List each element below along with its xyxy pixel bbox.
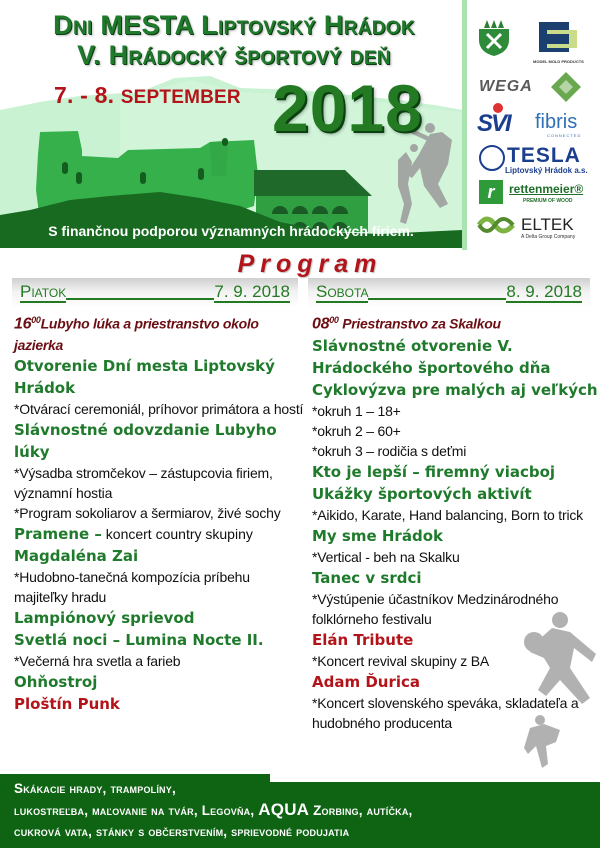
saturday-item-text: Elán Tribute [312,630,414,649]
friday-item-text: Otvorenie Dní mesta Liptovský Hrádok [14,356,275,397]
saturday-item-text: *okruh 3 – rodičia s deťmi [312,442,467,459]
friday-description [14,399,304,419]
friday-description [14,503,304,523]
saturday-location: Priestranstvo za Skalkou [338,315,501,332]
friday-item-text: *Výsadba stromčekov – zástupcovia firiem, významní hostia [14,464,273,501]
saturday-item-text: *Výstúpenie účastníkov Medzinárodného folklórneho festivalu [312,590,559,627]
saturday-day-label: Sobota [316,281,369,301]
saturday-item-text: *okruh 2 – 60+ [312,422,401,439]
saturday-event-title [312,483,598,505]
footer-line-2a: lukostreľba, maľovanie na tvár, Legovňa, [14,803,259,818]
dates-month: SEPTEMBER [120,87,241,108]
footer-line-1: Skákacie hrady, trampolíny, [14,781,176,796]
friday-item-text: *Hudobno-tanečná kompozícia príbehu majiteľky hradu [14,568,250,605]
saturday-item-text: *okruh 1 – 18+ [312,402,401,419]
friday-items [14,355,304,715]
friday-event-title [14,693,304,715]
footer-line-2b: Zorbing, autíčka, [309,803,413,818]
saturday-item-text: Cyklovýzva pre malých aj veľkých [312,380,598,399]
saturday-date: 8. 9. 2018 [506,281,582,301]
saturday-description [312,547,598,567]
saturday-item-text: Ukážky športových aktivít [312,484,532,503]
friday-item-text: Slávnostné odovzdanie Lubyho lúky [14,420,277,461]
friday-item-text: Lampiónový sprievod [14,608,195,627]
wega-logo: WEGA [479,78,533,95]
saturday-time-location [312,310,598,335]
rettenmeier-tagline: PREMIUM OF WOOD [523,198,573,204]
event-year: 2018 [272,71,423,145]
friday-item-text: Svetlá noci – Lumina Nocte II. [14,630,264,649]
saturday-event-title [312,335,598,379]
saturday-item-text: Adam Ďurica [312,672,421,691]
friday-time-min: 00 [31,315,41,325]
town-coat-of-arms-icon [479,18,509,56]
saturday-item-text: Slávnostné otvorenie V. Hrádockého športového dňa [312,336,551,377]
saturday-item-text: *Aikido, Karate, Hand balancing, Born to trick [312,506,583,523]
saturday-item-text: Kto je lepší – firemný viacboj [312,462,556,481]
saturday-event-title [312,567,598,589]
event-subtitle: V. Hrádocký športový deň [77,40,391,70]
friday-item-note: koncert country skupiny [101,525,253,542]
saturday-item-text: My sme Hrádok [312,526,443,545]
wega-mark-icon [551,72,581,102]
friday-description [14,651,304,671]
saturday-event-title [312,461,598,483]
friday-item-text: *Program sokoliarov a šermiarov, živé sochy [14,504,281,521]
saturday-item-text: Tanec v srdci [312,568,422,587]
saturday-time-min: 00 [329,315,339,325]
event-title: Dni MESTA Liptovský Hrádok [53,10,415,40]
friday-event-title [14,523,304,545]
saturday-description [312,421,598,441]
saturday-event-title [312,525,598,547]
fibris-tagline: CONNECTED [547,133,582,138]
friday-item-text: *Otvárací ceremoniál, príhovor primátora a hostí [14,400,304,417]
friday-item-text: Ploštín Punk [14,694,120,713]
saturday-event-title [312,379,598,401]
tesla-logo: TESLA [507,144,581,167]
friday-description [14,567,304,607]
event-dates [54,82,241,109]
saturday-underline [368,298,506,300]
footer-line-3: cukrová vata, stánky s občerstvením, sprievodné podujatia [14,824,350,839]
hero-banner [0,0,462,248]
tesla-tagline: Liptovský Hrádok a.s. [505,166,588,175]
friday-time-location [14,310,304,355]
friday-event-title [14,607,304,629]
friday-program [14,310,304,715]
friday-item-text: *Večerná hra svetla a farieb [14,652,181,669]
friday-underline [66,298,214,300]
saturday-time-hour: 08 [312,315,330,333]
friday-time-hour: 16 [14,315,32,333]
saturday-description [312,441,598,461]
saturday-item-text: *Vertical - beh na Skalku [312,548,460,565]
sponsor-logos [462,0,600,250]
support-text: S finančnou podporou významných hrádockých firiem. [48,223,414,239]
program-heading: Program [237,250,383,278]
friday-event-title [14,419,304,463]
dates-days: 7. - 8. [54,82,115,108]
footer-line-2 [14,799,594,821]
friday-event-title [14,671,304,693]
saturday-description [312,401,598,421]
eltek-tagline: A Delta Group Company [521,234,576,240]
friday-header [12,278,298,308]
footer-aqua: AQUA [258,800,310,819]
friday-location: Lubyho lúka a priestranstvo okolo jazierka [14,315,259,353]
friday-item-text: Pramene – [14,524,102,543]
saturday-header [308,278,590,308]
friday-item-text: Magdaléna Zai [14,546,139,565]
rettenmeier-logo: rettenmeier® [509,182,584,196]
friday-date: 7. 9. 2018 [214,281,290,301]
friday-event-title [14,545,304,567]
friday-item-text: Ohňostroj [14,672,98,691]
eltek-swirl-icon [477,213,515,237]
footer-activities [14,778,594,842]
esox-plast-logo-icon [539,22,579,52]
tesla-ring-icon [479,145,505,171]
saturday-item-text: *Koncert slovenského speváka, skladateľa a hudobného producenta [312,694,579,731]
friday-description [14,463,304,503]
fibris-logo: fibris [535,111,578,133]
eltek-logo: ELTEK [521,215,574,234]
friday-event-title [14,355,304,399]
rettenmeier-mark-icon: r [479,180,503,204]
saturday-description [312,505,598,525]
esox-tagline: MODEL MOLD PRODUCTS [533,59,584,64]
saturday-item-text: *Koncert revival skupiny z BA [312,652,490,669]
basketball-players-illustration [500,600,600,790]
svi-logo: SVI [477,110,510,137]
friday-day-label: Piatok [20,281,67,301]
friday-event-title [14,629,304,651]
